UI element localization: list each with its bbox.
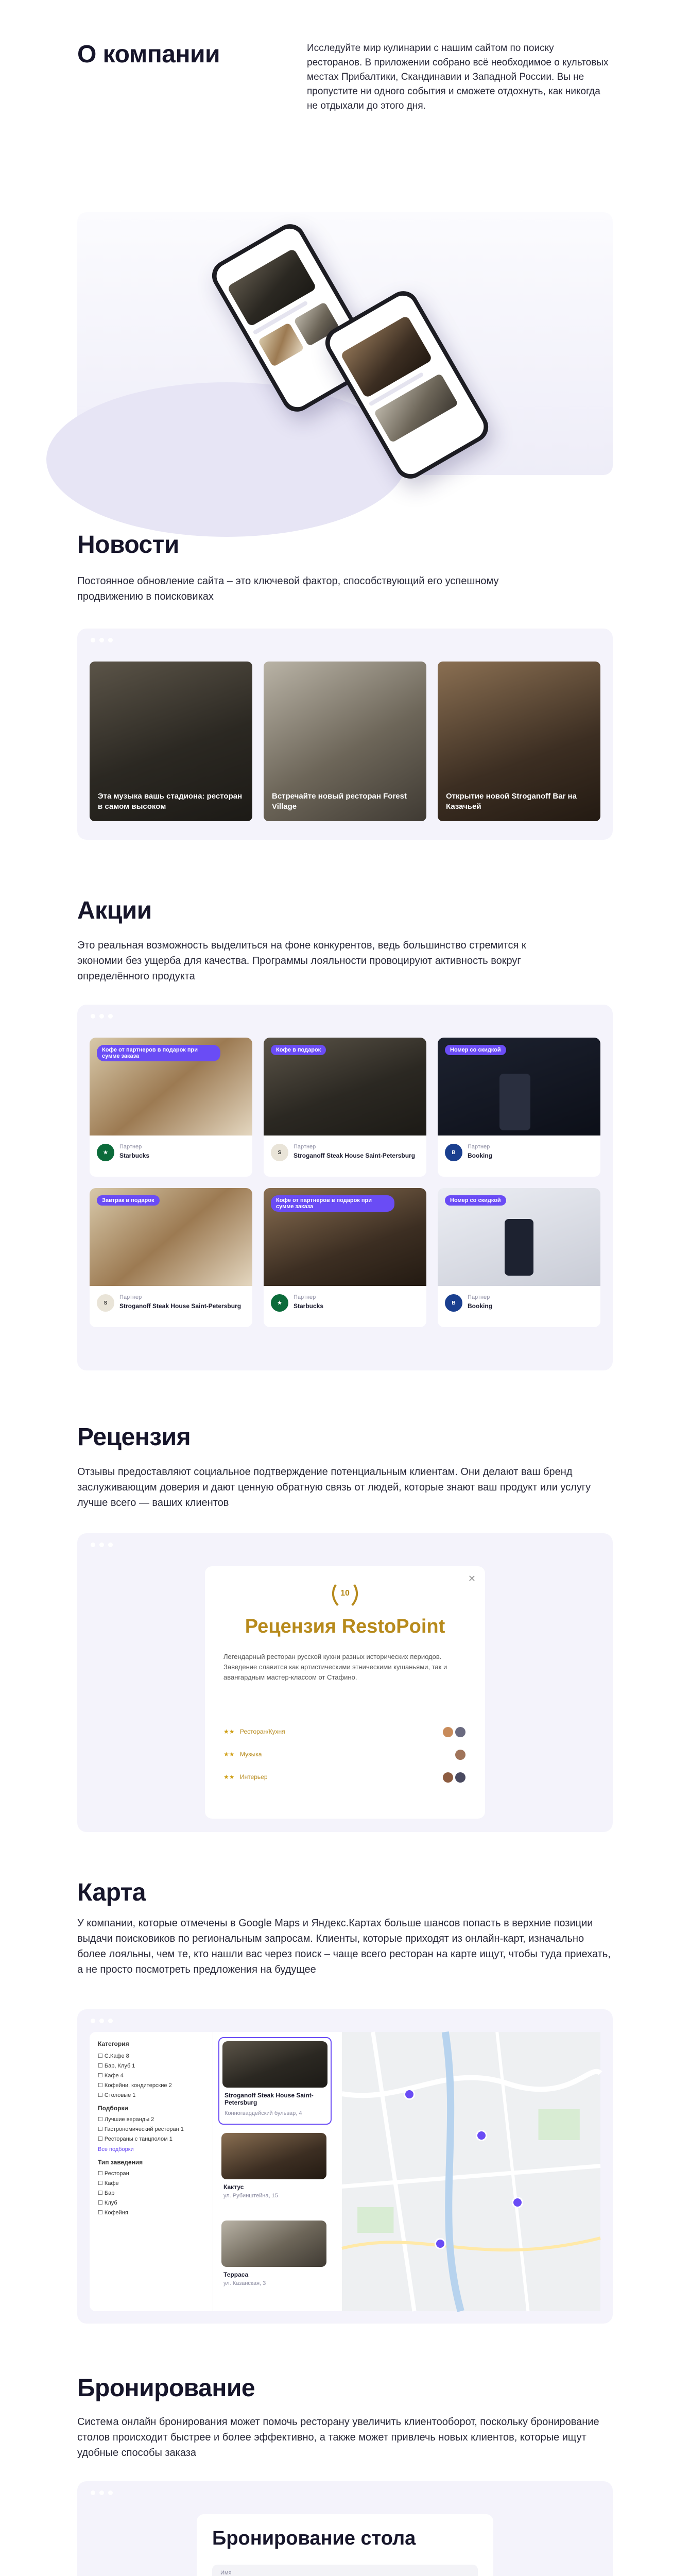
map-pin-icon[interactable] <box>435 2238 446 2249</box>
partner-name: Stroganoff Steak House Saint-Petersburg <box>294 1152 416 1159</box>
news-card[interactable] <box>438 662 600 821</box>
filter-checkbox[interactable]: ☐ Ресторан <box>98 2171 129 2177</box>
filter-checkbox[interactable]: ☐ Бар, Клуб 1 <box>98 2063 135 2069</box>
map-pin-icon[interactable] <box>404 2089 415 2100</box>
partner-label: Партнер <box>294 1144 316 1150</box>
promo-card[interactable] <box>264 1038 426 1177</box>
review-card-text: Легендарный ресторан русской кухни разных исторических периодов. Заведение славится как артистическими этническими кушаньями, так и авангардным мастер-классом от Стафино. <box>223 1653 447 1681</box>
filter-group-title: Тип заведения <box>98 2159 143 2166</box>
partner-label: Партнер <box>119 1144 142 1150</box>
review-row: ★★ Интерьер <box>223 1772 465 1786</box>
promo-card[interactable] <box>438 1038 600 1177</box>
promo-badge: Кофе от партнеров в подарок при сумме заказа <box>97 1045 220 1061</box>
filter-checkbox[interactable]: ☐ Столовые 1 <box>98 2092 136 2098</box>
review-card-title: Рецензия RestoPoint <box>245 1616 445 1637</box>
filter-group-title: Подборки <box>98 2105 128 2112</box>
filter-checkbox[interactable]: ☐ Кофейня <box>98 2210 128 2216</box>
starbucks-logo-icon: ★ <box>97 1144 114 1161</box>
review-row-label: Музыка <box>239 1751 262 1758</box>
booking-text: Система онлайн бронирования может помочь ресторану увеличить клиентооборот, поскольку бронирование столов происходит быстрее и более эффективно, а также может привлечь новых клиентов, которые ищут удобные способы заказа <box>77 2416 599 2459</box>
partner-label: Партнер <box>468 1144 490 1150</box>
promos-title: Акции <box>77 897 152 924</box>
booking-title: Бронирование <box>77 2375 255 2402</box>
filter-checkbox[interactable]: ☐ Гастрономический ресторан 1 <box>98 2126 184 2132</box>
filter-checkbox[interactable]: ☐ Бар <box>98 2190 115 2196</box>
promo-badge: Номер со скидкой <box>445 1195 506 1206</box>
review-card <box>205 1566 485 1819</box>
booking-window <box>77 2481 613 2576</box>
venue-card[interactable] <box>218 2217 332 2300</box>
promo-card[interactable] <box>438 1188 600 1327</box>
partner-name: Booking <box>468 1152 492 1159</box>
news-card[interactable] <box>90 662 252 821</box>
review-window <box>77 1533 613 1832</box>
review-row: ★★ Музыка <box>223 1750 465 1763</box>
venue-address: Конногвардейский бульвар, 4 <box>225 2110 302 2116</box>
partner-label: Партнер <box>468 1294 490 1300</box>
about-text: Исследуйте мир кулинарии с нашим сайтом по поиску ресторанов. В приложении собрано всё необходимое о культовых местах Прибалтики, Скандинавии и Западной России. Вы не пропустите ни одного события и сможете отдохнуть, как никогда не отдыхали до этого дня. <box>307 43 609 111</box>
filter-checkbox[interactable]: ☐ Кофейни, кондитерские 2 <box>98 2082 172 2089</box>
promo-card[interactable] <box>264 1188 426 1327</box>
partner-name: Starbucks <box>119 1152 150 1159</box>
about-showcase <box>77 212 613 475</box>
partner-label: Партнер <box>119 1294 142 1300</box>
partner-name: Booking <box>468 1302 492 1310</box>
news-window <box>77 629 613 840</box>
about-title: О компании <box>77 41 220 68</box>
news-text: Постоянное обновление сайта – это ключевой фактор, способствующий его успешному продвижению в поисковиках <box>77 575 499 602</box>
promo-badge: Кофе в подарок <box>271 1045 326 1055</box>
partner-name: Stroganoff Steak House Saint-Petersburg <box>119 1302 242 1310</box>
laurel-number: 10 <box>340 1589 350 1598</box>
filter-checkbox[interactable]: ☐ Кафе 4 <box>98 2073 124 2079</box>
venue-card[interactable] <box>218 2130 332 2212</box>
map-window <box>77 2009 613 2324</box>
filter-checkbox[interactable]: ☐ Рестораны с танцполом 1 <box>98 2136 173 2142</box>
news-card-title: Эта музыка вашь стадиона: ресторан в самом высоком <box>98 792 243 811</box>
booking-logo-icon: B <box>445 1144 462 1161</box>
map-pin-icon[interactable] <box>512 2197 523 2208</box>
venue-address: ул. Казанская, 3 <box>223 2280 266 2286</box>
review-row: ★★ Ресторан/Кухня <box>223 1727 465 1740</box>
steakhouse-logo-icon: S <box>271 1144 288 1161</box>
name-field[interactable]: Имя <box>212 2565 478 2576</box>
venue-name: Кактус <box>223 2183 244 2191</box>
all-collections-link[interactable]: Все подборки <box>98 2146 134 2153</box>
filter-checkbox[interactable]: ☐ Кафе <box>98 2180 119 2187</box>
map-pin-icon[interactable] <box>476 2130 487 2141</box>
venue-address: ул. Рубинштейна, 15 <box>223 2193 278 2199</box>
news-card-title: Встречайте новый ресторан Forest Village <box>272 792 407 811</box>
filter-checkbox[interactable]: ☐ С.Кафе 8 <box>98 2053 129 2059</box>
partner-name: Starbucks <box>294 1302 324 1310</box>
filter-checkbox[interactable]: ☐ Лучшие веранды 2 <box>98 2116 154 2123</box>
promo-badge: Завтрак в подарок <box>97 1195 160 1206</box>
laurel-icon <box>324 1580 366 1611</box>
map-canvas[interactable] <box>342 2032 600 2311</box>
close-icon[interactable]: ✕ <box>468 1573 476 1584</box>
news-card[interactable] <box>264 662 426 821</box>
venue-name: Stroganoff Steak House Saint-Petersburg <box>225 2092 314 2106</box>
map-title: Карта <box>77 1879 146 1906</box>
venue-card[interactable] <box>218 2037 332 2125</box>
booking-form <box>197 2514 493 2576</box>
starbucks-logo-icon: ★ <box>271 1294 288 1312</box>
promo-card[interactable] <box>90 1038 252 1177</box>
review-title: Рецензия <box>77 1423 191 1451</box>
partner-label: Партнер <box>294 1294 316 1300</box>
review-row-label: Ресторан/Кухня <box>239 1728 285 1735</box>
filter-checkbox[interactable]: ☐ Клуб <box>98 2200 117 2206</box>
venue-name: Терраса <box>223 2271 249 2278</box>
promo-badge: Номер со скидкой <box>445 1045 506 1055</box>
review-text: Отзывы предоставляют социальное подтверждение потенциальным клиентам. Они делают ваш бренд заслуживающим доверия и дают ценную обратную связь от людей, которые знают ваш продукт или услугу лучше всего — ваших клиентов <box>77 1466 591 1509</box>
news-card-title: Открытие новой Stroganoff Bar на Казачьей <box>446 792 577 811</box>
booking-logo-icon: B <box>445 1294 462 1312</box>
promos-text: Это реальная возможность выделиться на фоне конкурентов, ведь большинство стремится к экономии без ущерба для качества. Программы лояльности провоцируют активность вокруг определённого продукта <box>77 940 526 982</box>
booking-form-title: Бронирование стола <box>212 2528 416 2549</box>
steakhouse-logo-icon: S <box>97 1294 114 1312</box>
filter-header: Категория <box>98 2040 129 2047</box>
review-row-label: Интерьер <box>239 1773 268 1781</box>
promo-badge: Кофе от партнеров в подарок при сумме заказа <box>271 1195 394 1212</box>
promo-card[interactable] <box>90 1188 252 1327</box>
news-title: Новости <box>77 531 179 558</box>
map-text: У компании, которые отмечены в Google Maps и Яндекс.Картах больше шансов попасть в верхние позиции выдачи поисковиков по региональным запросам. Клиенты, которые приходят из онлайн-карт, изначально более лояльны, чем те, кто нашли вас через поиск – чаще всего ресторан на карте ищут, чтобы туда приехать, а не просто посмотреть предложения на будущее <box>77 1918 611 1975</box>
promos-window <box>77 1005 613 1370</box>
